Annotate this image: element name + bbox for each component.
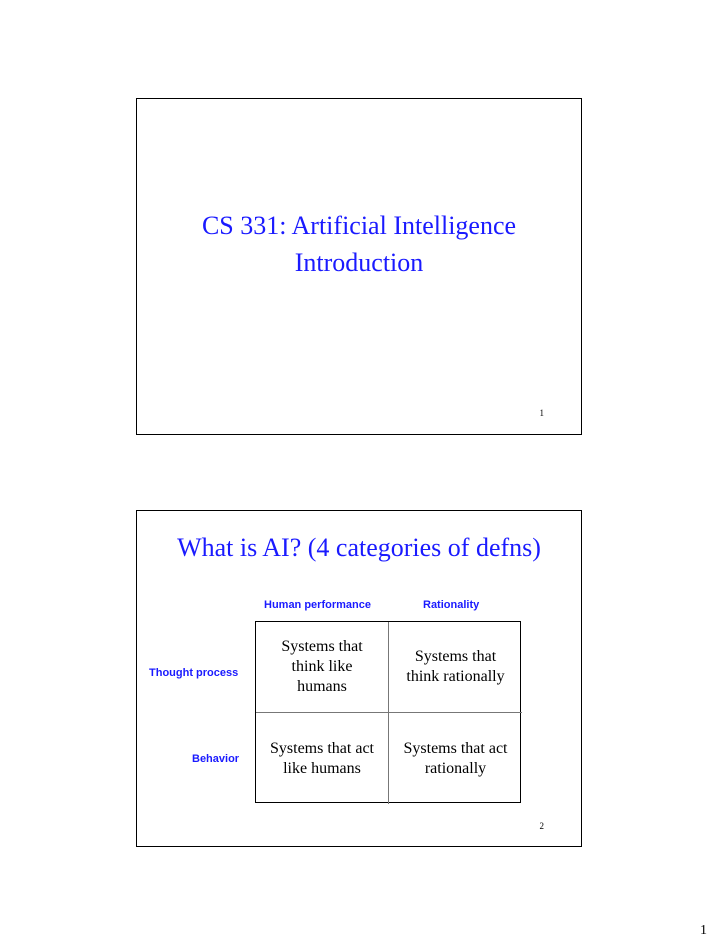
slide-1-title [137, 207, 581, 281]
cell-text-line: think like [291, 658, 353, 675]
slide-1-title-line-2: Introduction [294, 248, 424, 277]
row-header-behavior: Behavior [192, 753, 240, 765]
slide-1-number: 1 [539, 408, 544, 418]
ai-categories-grid [255, 621, 521, 803]
column-header-human-performance: Human performance [264, 599, 371, 611]
slide-2-title: What is AI? (4 categories of defns) [177, 533, 541, 562]
cell-text-line: like humans [283, 759, 361, 777]
slide-2-number: 2 [539, 821, 544, 831]
cell-think-like-humans [256, 622, 389, 713]
cell-text-line: Systems that [414, 648, 497, 665]
slide-2 [136, 510, 582, 847]
cell-act-rationally [389, 713, 522, 804]
cell-text-line: Systems that [281, 638, 363, 655]
column-header-rationality: Rationality [423, 599, 480, 611]
cell-think-rationally [389, 622, 522, 713]
page-number: 1 [700, 923, 707, 938]
cell-text-line: rationally [424, 759, 487, 777]
cell-text-line: Systems that act [403, 739, 508, 757]
cell-act-like-humans [256, 713, 389, 804]
cell-text-line: think rationally [406, 668, 505, 685]
cell-text-line: humans [297, 678, 347, 695]
row-header-thought-process: Thought process [149, 667, 239, 679]
slide-1-title-line-1: CS 331: Artificial Intelligence [201, 211, 517, 240]
cell-text-line: Systems that act [270, 739, 374, 757]
slide-1 [136, 98, 582, 435]
